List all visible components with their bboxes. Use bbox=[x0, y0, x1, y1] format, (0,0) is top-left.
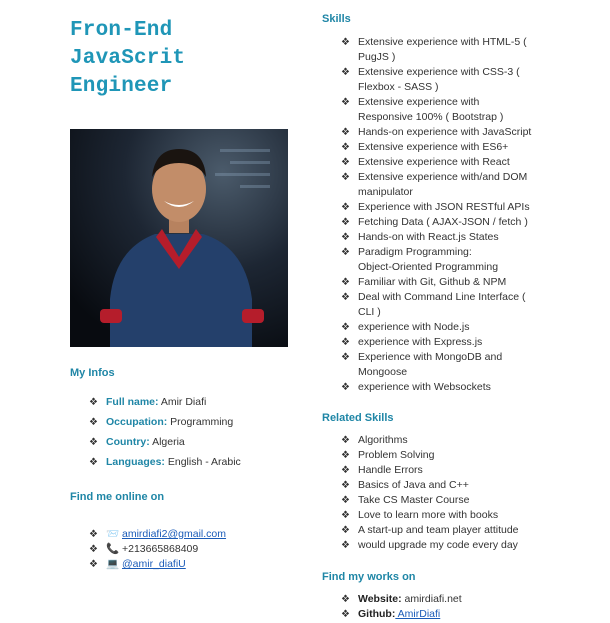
skill-text: Mongoose bbox=[358, 366, 408, 378]
skill-item bbox=[341, 290, 606, 320]
info-value: Amir Diafi bbox=[158, 396, 207, 408]
info-label: Full name: bbox=[106, 396, 159, 408]
skill-text: Hands-on experience with JavaScript bbox=[358, 126, 532, 138]
bullet-icon: ❖ bbox=[341, 157, 350, 168]
social-handle-link[interactable]: @amir_diafiU bbox=[122, 558, 186, 570]
skill-item bbox=[341, 35, 606, 65]
related-skill-text: A start-up and team player attitude bbox=[358, 524, 519, 536]
related-skill-text: Handle Errors bbox=[358, 464, 423, 476]
skill-text: CLI ) bbox=[358, 306, 381, 318]
info-value: Algeria bbox=[149, 436, 185, 448]
related-skill-text: would upgrade my code every day bbox=[358, 539, 518, 551]
online-heading: Find me online on bbox=[70, 491, 165, 503]
online-item-email bbox=[89, 527, 299, 542]
bullet-icon: ❖ bbox=[341, 202, 350, 213]
skill-text: experience with Express.js bbox=[358, 336, 483, 348]
info-item-languages bbox=[89, 455, 299, 470]
bullet-icon: ❖ bbox=[341, 450, 350, 461]
skill-item bbox=[341, 155, 606, 170]
skills-list bbox=[341, 35, 606, 395]
bullet-icon: ❖ bbox=[341, 510, 350, 521]
bullet-icon: ❖ bbox=[89, 417, 98, 428]
related-skill-text: Take CS Master Course bbox=[358, 494, 470, 506]
bullet-icon: ❖ bbox=[341, 97, 350, 108]
info-value: Programming bbox=[167, 416, 234, 428]
skill-text: Hands-on with React.js States bbox=[358, 231, 499, 243]
envelope-icon: 📨 bbox=[106, 528, 120, 540]
skill-text: Experience with JSON RESTful APIs bbox=[358, 201, 530, 213]
skill-item bbox=[341, 275, 606, 290]
info-item-full-name bbox=[89, 395, 299, 410]
bullet-icon: ❖ bbox=[89, 457, 98, 468]
bullet-icon: ❖ bbox=[341, 495, 350, 506]
info-label: Occupation: bbox=[106, 416, 168, 428]
skill-text: Fetching Data ( AJAX-JSON / fetch ) bbox=[358, 216, 528, 228]
bullet-icon: ❖ bbox=[341, 277, 350, 288]
skill-item bbox=[341, 350, 606, 380]
works-label: Website: bbox=[358, 593, 402, 605]
related-skill-item bbox=[341, 508, 606, 523]
bullet-icon: ❖ bbox=[341, 609, 350, 620]
skill-text: experience with Websockets bbox=[358, 381, 491, 393]
skill-text: Extensive experience with HTML-5 ( bbox=[358, 36, 527, 48]
title-line-1: Fron-End bbox=[70, 19, 173, 42]
bullet-icon: ❖ bbox=[89, 559, 98, 570]
skill-text: Extensive experience with bbox=[358, 96, 480, 108]
title-line-3: Engineer bbox=[70, 75, 173, 98]
page-title bbox=[70, 17, 185, 101]
info-label: Country: bbox=[106, 436, 150, 448]
website-value: amirdiafi.net bbox=[401, 593, 462, 605]
bullet-icon: ❖ bbox=[341, 337, 350, 348]
bullet-icon: ❖ bbox=[341, 382, 350, 393]
related-skill-item bbox=[341, 478, 606, 493]
infos-list bbox=[89, 395, 299, 470]
bullet-icon: ❖ bbox=[341, 142, 350, 153]
skills-heading: Skills bbox=[322, 13, 351, 25]
related-skill-text: Algorithms bbox=[358, 434, 408, 446]
related-skill-item bbox=[341, 463, 606, 478]
skill-item bbox=[341, 200, 606, 215]
related-heading: Related Skills bbox=[322, 412, 394, 424]
related-skill-item bbox=[341, 538, 606, 553]
online-item-handle bbox=[89, 557, 299, 572]
skill-item bbox=[341, 95, 606, 125]
bullet-icon: ❖ bbox=[341, 232, 350, 243]
works-label: Github: bbox=[358, 608, 396, 620]
skill-item bbox=[341, 245, 606, 275]
skill-item bbox=[341, 65, 606, 95]
bullet-icon: ❖ bbox=[341, 172, 350, 183]
related-skill-item bbox=[341, 448, 606, 463]
laptop-icon: 💻 bbox=[106, 558, 120, 570]
skill-item bbox=[341, 230, 606, 245]
info-item-country bbox=[89, 435, 299, 450]
bullet-icon: ❖ bbox=[341, 465, 350, 476]
email-link[interactable]: amirdiafi2@gmail.com bbox=[122, 528, 227, 540]
skill-item bbox=[341, 320, 606, 335]
bullet-icon: ❖ bbox=[341, 67, 350, 78]
bullet-icon: ❖ bbox=[341, 480, 350, 491]
works-list bbox=[341, 592, 606, 622]
online-list bbox=[89, 527, 299, 572]
related-skill-item bbox=[341, 493, 606, 508]
bullet-icon: ❖ bbox=[341, 127, 350, 138]
bullet-icon: ❖ bbox=[341, 594, 350, 605]
info-item-occupation bbox=[89, 415, 299, 430]
bullet-icon: ❖ bbox=[89, 544, 98, 555]
info-value: English - Arabic bbox=[164, 456, 241, 468]
skill-text: Paradigm Programming: bbox=[358, 246, 472, 258]
skill-text: Extensive experience with React bbox=[358, 156, 510, 168]
skill-text: Extensive experience with/and DOM bbox=[358, 171, 528, 183]
works-heading: Find my works on bbox=[322, 571, 416, 583]
related-skill-text: Love to learn more with books bbox=[358, 509, 499, 521]
bullet-icon: ❖ bbox=[341, 435, 350, 446]
bullet-icon: ❖ bbox=[341, 217, 350, 228]
skill-text: Experience with MongoDB and bbox=[358, 351, 503, 363]
infos-heading: My Infos bbox=[70, 367, 115, 379]
skill-text: Deal with Command Line Interface ( bbox=[358, 291, 526, 303]
skill-item bbox=[341, 125, 606, 140]
skill-item bbox=[341, 380, 606, 395]
title-line-2: JavaScrit bbox=[70, 47, 186, 70]
profile-photo bbox=[70, 129, 288, 347]
works-item-website bbox=[341, 592, 606, 607]
github-link[interactable]: AmirDiafi bbox=[395, 608, 441, 620]
skill-item bbox=[341, 335, 606, 350]
works-item-github bbox=[341, 607, 606, 622]
skill-text: Flexbox - SASS ) bbox=[358, 81, 439, 93]
online-item-phone bbox=[89, 542, 299, 557]
bullet-icon: ❖ bbox=[341, 322, 350, 333]
bullet-icon: ❖ bbox=[341, 247, 350, 258]
skill-item bbox=[341, 215, 606, 230]
phone-icon: 📞 bbox=[106, 543, 120, 555]
bullet-icon: ❖ bbox=[341, 352, 350, 363]
info-label: Languages: bbox=[106, 456, 165, 468]
bullet-icon: ❖ bbox=[341, 292, 350, 303]
bullet-icon: ❖ bbox=[341, 525, 350, 536]
bullet-icon: ❖ bbox=[89, 529, 98, 540]
related-skill-item bbox=[341, 433, 606, 448]
skill-text: Object-Oriented Programming bbox=[358, 261, 499, 273]
bullet-icon: ❖ bbox=[89, 397, 98, 408]
skill-text: Responsive 100% ( Bootstrap ) bbox=[358, 111, 504, 123]
related-skill-text: Problem Solving bbox=[358, 449, 435, 461]
skill-text: Extensive experience with ES6+ bbox=[358, 141, 509, 153]
skill-text: manipulator bbox=[358, 186, 413, 198]
skill-item bbox=[341, 140, 606, 155]
skill-text: Familiar with Git, Github & NPM bbox=[358, 276, 507, 288]
phone-number: +213665868409 bbox=[122, 543, 199, 555]
related-skill-item bbox=[341, 523, 606, 538]
bullet-icon: ❖ bbox=[89, 437, 98, 448]
profile-photo-illustration bbox=[70, 129, 288, 347]
related-skills-list bbox=[341, 433, 606, 553]
bullet-icon: ❖ bbox=[341, 37, 350, 48]
related-skill-text: Basics of Java and C++ bbox=[358, 479, 469, 491]
skill-text: experience with Node.js bbox=[358, 321, 470, 333]
skill-text: PugJS ) bbox=[358, 51, 396, 63]
bullet-icon: ❖ bbox=[341, 540, 350, 551]
skill-item bbox=[341, 170, 606, 200]
skill-text: Extensive experience with CSS-3 ( bbox=[358, 66, 520, 78]
